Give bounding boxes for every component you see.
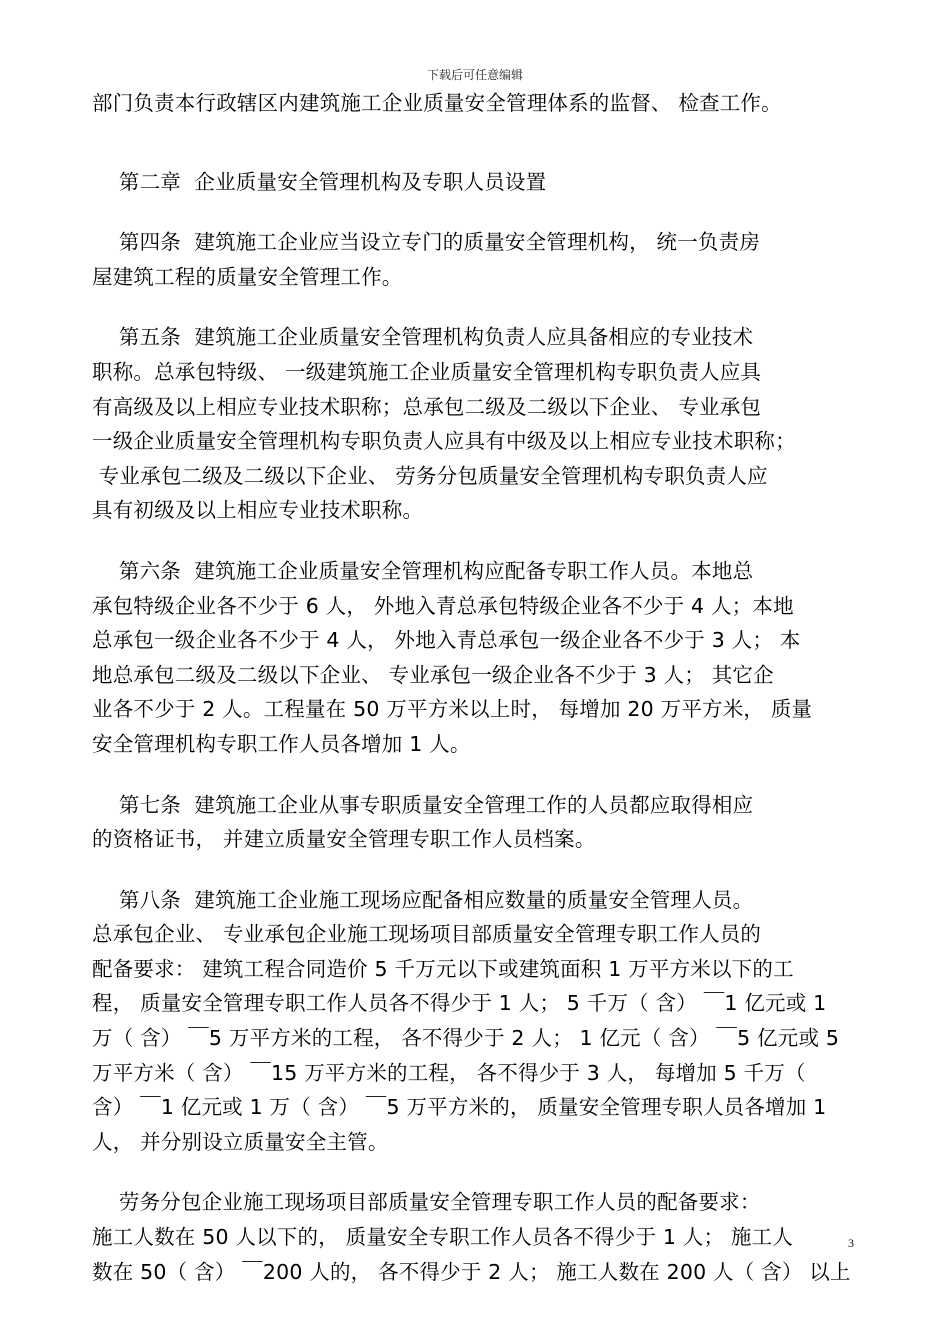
text-line: 施工人数在 50 人以下的， 质量安全专职工作人员各不得少于 1 人； 施工人 xyxy=(92,1225,794,1250)
chapter-heading xyxy=(92,165,862,200)
text-line: 万平方米（ 含） ￣15 万平方米的工程， 各不得少于 3 人， 每增加 5 千万（ xyxy=(92,1060,806,1085)
text-line: 总承包企业、 专业承包企业施工现场项目部质量安全管理专职工作人员的 xyxy=(92,922,762,947)
text-line: 第八条 建筑施工企业施工现场应配备相应数量的质量安全管理人员。 xyxy=(92,887,754,912)
text-line: 职称。总承包特级、 一级建筑施工企业质量安全管理机构专职负责人应具 xyxy=(92,359,762,384)
text-line: 一级企业质量安全管理机构专职负责人应具有中级及以上相应专业技术职称； xyxy=(92,429,796,454)
text-line: 人， 并分别设立质量安全主管。 xyxy=(92,1129,389,1154)
document-body xyxy=(92,86,862,1289)
paragraph-spacer xyxy=(92,762,862,788)
paragraph-spacer xyxy=(92,857,862,883)
paragraph xyxy=(92,1185,862,1289)
text-line: 配备要求： 建筑工程合同造价 5 千万元以下或建筑面积 1 万平方米以下的工 xyxy=(92,956,794,981)
paragraph-spacer xyxy=(92,199,862,225)
paragraph-spacer xyxy=(92,528,862,554)
text-line: 部门负责本行政辖区内建筑施工企业质量安全管理体系的监督、 检查工作。 xyxy=(92,91,782,115)
paragraph xyxy=(92,320,862,528)
page-header: 下载后可任意编辑 xyxy=(426,68,523,82)
text-line: 劳务分包企业施工现场项目部质量安全管理专职工作人员的配备要求： xyxy=(92,1190,761,1215)
text-line: 第二章 企业质量安全管理机构及专职人员设置 xyxy=(92,169,547,194)
paragraph-spacer xyxy=(92,1159,862,1185)
text-line: 第五条 建筑施工企业质量安全管理机构负责人应具备相应的专业技术 xyxy=(92,325,754,350)
paragraph xyxy=(92,86,862,121)
text-line: 业各不少于 2 人。工程量在 50 万平方米以上时， 每增加 20 万平方米， 质量 xyxy=(92,697,813,722)
text-line: 总承包一级企业各不少于 4 人， 外地入青总承包一级企业各不少于 3 人； 本 xyxy=(92,628,801,653)
text-line: 安全管理机构专职工作人员各增加 1 人。 xyxy=(92,731,471,756)
text-line: 具有初级及以上相应专业技术职称。 xyxy=(92,498,424,523)
paragraph xyxy=(92,788,862,857)
text-line: 万（ 含） ￣5 万平方米的工程， 各不得少于 2 人； 1 亿元（ 含） ￣5 亿元或 5 xyxy=(92,1026,840,1051)
text-line: 第七条 建筑施工企业从事专职质量安全管理工作的人员都应取得相应 xyxy=(92,792,754,817)
paragraph-spacer xyxy=(92,121,862,165)
text-line: 含） ￣1 亿元或 1 万（ 含） ￣5 万平方米的， 质量安全管理专职人员各增加 1 xyxy=(92,1095,827,1120)
paragraph xyxy=(92,554,862,762)
paragraph xyxy=(92,883,862,1160)
text-line: 数在 50（ 含） ￣200 人的， 各不得少于 2 人； 施工人数在 200 人（ 含） 以上 xyxy=(92,1259,851,1284)
text-line: 有高级及以上相应专业技术职称；总承包二级及二级以下企业、 专业承包 xyxy=(92,394,762,419)
text-line: 承包特级企业各不少于 6 人， 外地入青总承包特级企业各不少于 4 人；本地 xyxy=(92,593,794,618)
text-line: 的资格证书， 并建立质量安全管理专职工作人员档案。 xyxy=(92,827,596,852)
text-line: 程， 质量安全管理专职工作人员各不得少于 1 人； 5 千万（ 含） ￣1 亿元或 1 xyxy=(92,991,827,1016)
text-line: 专业承包二级及二级以下企业、 劳务分包质量安全管理机构专职负责人应 xyxy=(92,463,768,488)
text-line: 第六条 建筑施工企业质量安全管理机构应配备专职工作人员。本地总 xyxy=(92,558,754,583)
text-line: 屋建筑工程的质量安全管理工作。 xyxy=(92,264,403,289)
paragraph-spacer xyxy=(92,294,862,320)
paragraph xyxy=(92,225,862,294)
text-line: 地总承包二级及二级以下企业、 专业承包一级企业各不少于 3 人； 其它企 xyxy=(92,662,774,687)
text-line: 第四条 建筑施工企业应当设立专门的质量安全管理机构， 统一负责房 xyxy=(92,230,761,255)
page-number: 3 xyxy=(848,1236,854,1250)
